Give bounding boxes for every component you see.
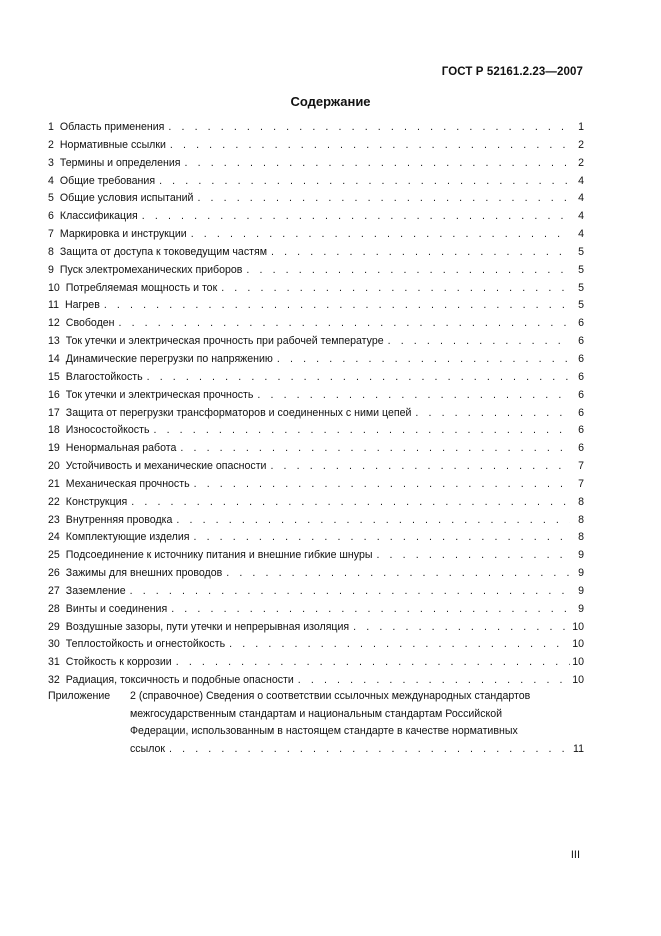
leader-dots <box>246 264 570 276</box>
toc-entry[interactable] <box>48 317 584 335</box>
leader-dots <box>353 621 570 633</box>
leader-dots <box>221 282 570 294</box>
toc-entry-number: 16 <box>48 388 60 401</box>
toc-entry-label: Заземление <box>65 584 126 597</box>
leader-dots <box>171 603 570 615</box>
toc-entry-label: Винты и соединения <box>65 602 168 615</box>
toc-entry-page: 6 <box>578 352 584 365</box>
toc-entry-number: 31 <box>48 656 60 669</box>
toc-entry-label: Маркировка и инструкции <box>59 228 187 241</box>
toc-entry-label: Влагостойкость <box>65 370 143 383</box>
appendix-line-4: ссылок <box>130 742 166 755</box>
toc-entry-number: 7 <box>48 228 54 241</box>
leader-dots <box>142 210 570 222</box>
leader-dots <box>104 299 570 311</box>
toc-entry-number: 3 <box>48 156 54 169</box>
toc-entry-number: 13 <box>48 335 60 348</box>
toc-entry-number: 30 <box>48 638 60 651</box>
toc-entry-page: 10 <box>572 674 584 687</box>
toc-entry[interactable] <box>48 567 584 585</box>
toc-entry[interactable] <box>48 478 584 496</box>
page-title: Содержание <box>290 94 371 109</box>
toc-entry-number: 26 <box>48 567 60 580</box>
toc-entry-label: Пуск электромеханических приборов <box>59 263 243 276</box>
toc-entry[interactable] <box>48 621 584 639</box>
toc-entry-page: 7 <box>578 477 584 490</box>
toc-entry[interactable] <box>48 139 584 157</box>
toc-entry-label: Ток утечки и электрическая прочность при рабочей температуре <box>65 335 384 348</box>
toc-entry-label: Свободен <box>65 317 115 330</box>
toc-entry[interactable] <box>48 210 584 228</box>
toc-entry-page: 8 <box>578 495 584 508</box>
toc-entry-page: 4 <box>578 192 584 205</box>
toc-entry-label: Динамические перегрузки по напряжению <box>65 352 273 365</box>
toc-entry-number: 14 <box>48 352 60 365</box>
leader-dots <box>277 353 570 365</box>
leader-dots <box>169 743 570 755</box>
toc-entry[interactable] <box>48 175 584 193</box>
toc-entry-label: Ток утечки и электрическая прочность <box>65 388 254 401</box>
toc-entry-label: Общие требования <box>59 174 156 187</box>
toc-entry-number: 18 <box>48 424 60 437</box>
leader-dots <box>191 228 570 240</box>
toc-entry-label: Теплостойкость и огнестойкость <box>65 638 226 651</box>
toc-entry-label: Радиация, токсичность и подобные опасности <box>65 674 294 687</box>
toc-entry-number: 23 <box>48 513 60 526</box>
toc-entry-number: 27 <box>48 584 60 597</box>
toc-entry-page: 6 <box>578 424 584 437</box>
toc-entry-label: Подсоединение к источнику питания и внешние гибкие шнуры <box>65 549 373 562</box>
toc-entry-page: 5 <box>578 299 584 312</box>
toc-entry-page: 10 <box>572 620 584 633</box>
toc-entry-label: Комплектующие изделия <box>65 531 190 544</box>
toc-entry-number: 10 <box>48 281 60 294</box>
appendix-prefix: Приложение <box>48 690 111 702</box>
leader-dots <box>194 478 570 490</box>
toc-entry-number: 8 <box>48 245 54 258</box>
toc-entry-page: 9 <box>578 549 584 562</box>
toc-entry-page: 1 <box>578 121 584 133</box>
toc-entry-page: 9 <box>578 584 584 597</box>
toc-entry-label: Защита от доступа к токоведущим частям <box>59 245 267 258</box>
toc-entry-page: 9 <box>578 567 584 580</box>
appendix-entry[interactable] <box>48 690 584 760</box>
leader-dots <box>153 424 570 436</box>
toc-entry-page: 5 <box>578 245 584 258</box>
toc-entry-page: 10 <box>572 656 584 669</box>
appendix-page: 11 <box>573 742 584 755</box>
leader-dots <box>298 674 570 686</box>
toc-entry[interactable] <box>48 228 584 246</box>
leader-dots <box>194 531 571 543</box>
toc-entry[interactable] <box>48 638 584 656</box>
toc-entry-label: Потребляемая мощность и ток <box>65 281 218 294</box>
toc-entry-page: 6 <box>578 388 584 401</box>
toc-entry-number: 6 <box>48 210 54 223</box>
toc-entry[interactable] <box>48 335 584 353</box>
toc-entry-label: Область применения <box>59 121 165 133</box>
leader-dots <box>271 246 570 258</box>
leader-dots <box>176 656 570 668</box>
appendix-line-3: Федерации, использованным в настоящем стандарте в качестве нормативных <box>130 725 518 737</box>
leader-dots <box>257 389 570 401</box>
toc-entry-number: 15 <box>48 370 60 383</box>
toc-entry-page: 6 <box>578 317 584 330</box>
toc-entry-label: Устойчивость и механические опасности <box>65 460 267 473</box>
leader-dots <box>388 335 570 347</box>
toc-entry-page: 6 <box>578 442 584 455</box>
leader-dots <box>226 567 570 579</box>
appendix-line-2: межгосударственным стандартам и национальным стандартам Российской <box>130 707 503 720</box>
toc-entry[interactable] <box>48 549 584 567</box>
toc-entry[interactable] <box>48 424 584 442</box>
toc-entry-label: Механическая прочность <box>65 477 190 490</box>
toc-entry[interactable] <box>48 282 584 300</box>
leader-dots <box>415 407 570 419</box>
page-number: III <box>570 849 580 861</box>
toc-entry[interactable] <box>48 353 584 371</box>
toc-entry[interactable] <box>48 514 584 532</box>
leader-dots <box>229 638 570 650</box>
toc-entry-page: 8 <box>578 531 584 544</box>
toc-entry-page: 4 <box>578 174 584 187</box>
leader-dots <box>376 549 570 561</box>
toc-entry-number: 32 <box>48 674 60 687</box>
leader-dots <box>270 460 570 472</box>
toc-entry-page: 6 <box>578 370 584 383</box>
toc-entry-label: Термины и определения <box>59 156 181 169</box>
toc-entry[interactable] <box>48 407 584 425</box>
toc-entry[interactable] <box>48 371 584 389</box>
leader-dots <box>180 442 570 454</box>
toc-entry[interactable] <box>48 656 584 674</box>
leader-dots <box>197 192 570 204</box>
toc-entry[interactable] <box>48 603 584 621</box>
leader-dots <box>168 121 570 133</box>
toc-entry[interactable] <box>48 531 584 549</box>
toc-entry-number: 1 <box>48 121 54 133</box>
toc-entry-number: 29 <box>48 620 60 633</box>
leader-dots <box>131 496 570 508</box>
toc-entry[interactable] <box>48 121 584 139</box>
toc-entry-label: Классификация <box>59 210 138 223</box>
appendix-line-1: 2 (справочное) Сведения о соответствии ссылочных международных стандартов <box>130 690 531 702</box>
toc-entry-label: Нагрев <box>65 299 100 312</box>
leader-dots <box>147 371 570 383</box>
table-of-contents <box>48 121 584 692</box>
toc-entry[interactable] <box>48 299 584 317</box>
toc-entry-label: Конструкция <box>65 495 128 508</box>
toc-entry-label: Зажимы для внешних проводов <box>65 567 223 580</box>
toc-entry-number: 5 <box>48 192 54 205</box>
toc-entry-label: Стойкость к коррозии <box>65 656 172 669</box>
leader-dots <box>159 175 570 187</box>
toc-entry-number: 9 <box>48 263 54 276</box>
toc-entry-number: 2 <box>48 138 54 151</box>
toc-entry-number: 11 <box>48 299 59 312</box>
toc-entry-page: 9 <box>578 602 584 615</box>
document-id: ГОСТ Р 52161.2.23—2007 <box>441 66 583 78</box>
toc-entry-page: 2 <box>578 138 584 151</box>
leader-dots <box>119 317 571 329</box>
toc-entry[interactable] <box>48 389 584 407</box>
toc-entry-label: Нормативные ссылки <box>59 138 166 151</box>
toc-entry[interactable] <box>48 192 584 210</box>
toc-entry-number: 22 <box>48 495 60 508</box>
toc-entry-page: 8 <box>578 513 584 526</box>
toc-entry-number: 4 <box>48 174 54 187</box>
leader-dots <box>170 139 570 151</box>
toc-entry-page: 6 <box>578 335 584 348</box>
toc-entry[interactable] <box>48 496 584 514</box>
toc-entry-number: 20 <box>48 460 60 473</box>
toc-entry-page: 10 <box>572 638 584 651</box>
toc-entry-page: 5 <box>578 281 584 294</box>
toc-entry-number: 17 <box>48 406 60 419</box>
toc-entry-page: 4 <box>578 228 584 241</box>
toc-entry[interactable] <box>48 264 584 282</box>
toc-entry-number: 12 <box>48 317 60 330</box>
toc-entry[interactable] <box>48 246 584 264</box>
toc-entry[interactable] <box>48 442 584 460</box>
toc-entry[interactable] <box>48 460 584 478</box>
toc-entry-page: 2 <box>578 156 584 169</box>
toc-entry-label: Воздушные зазоры, пути утечки и непрерывная изоляция <box>65 620 350 633</box>
toc-entry-page: 4 <box>578 210 584 223</box>
toc-entry-number: 28 <box>48 602 60 615</box>
toc-entry-number: 21 <box>48 477 60 490</box>
toc-entry-page: 5 <box>578 263 584 276</box>
toc-entry-label: Ненормальная работа <box>65 442 177 455</box>
toc-entry-label: Внутренняя проводка <box>65 513 173 526</box>
leader-dots <box>130 585 570 597</box>
toc-entry[interactable] <box>48 157 584 175</box>
toc-entry-page: 6 <box>578 406 584 419</box>
toc-entry[interactable] <box>48 585 584 603</box>
toc-entry-label: Защита от перегрузки трансформаторов и соединенных с ними цепей <box>65 406 412 419</box>
toc-entry-label: Общие условия испытаний <box>59 192 194 205</box>
toc-entry-number: 24 <box>48 531 60 544</box>
toc-entry-number: 19 <box>48 442 60 455</box>
leader-dots <box>185 157 570 169</box>
leader-dots <box>176 514 570 526</box>
toc-entry-label: Износостойкость <box>65 424 150 437</box>
toc-entry-number: 25 <box>48 549 60 562</box>
toc-entry-page: 7 <box>578 460 584 473</box>
